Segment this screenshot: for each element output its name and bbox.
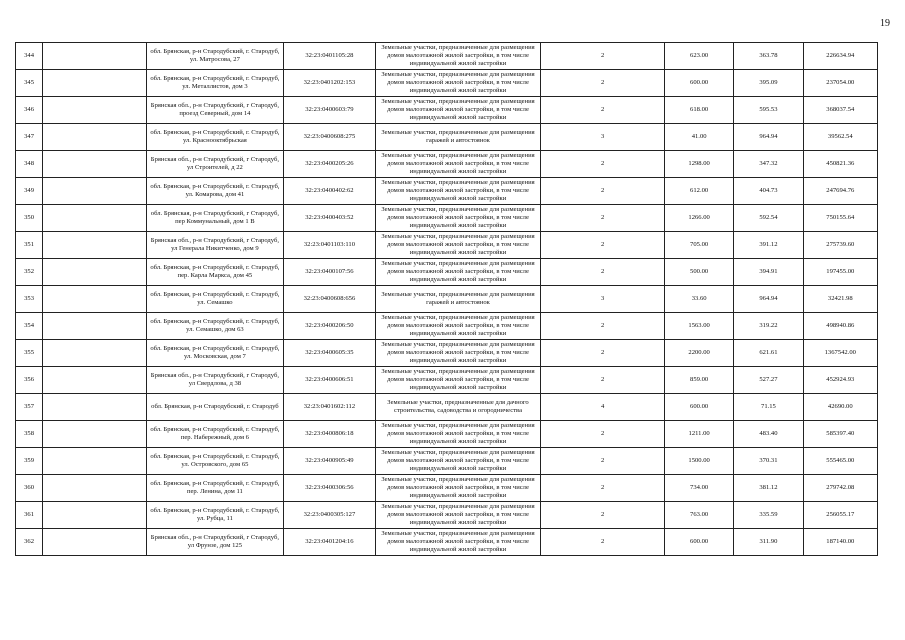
address-cell: обл. Брянская, р-н Стародубский, г. Стародуб, ул. Семашко bbox=[146, 286, 284, 313]
cadastral-value-cell: 279742.08 bbox=[803, 475, 877, 502]
table-row bbox=[16, 124, 878, 151]
cadastral-number-cell: 32:23:0400402:62 bbox=[284, 178, 375, 205]
area-cell: 1500.00 bbox=[664, 448, 733, 475]
category-cell: 2 bbox=[541, 178, 665, 205]
specific-value-cell: 964.94 bbox=[734, 124, 803, 151]
address-cell: Брянская обл., р-н Стародубский, г Стародуб, проезд Северный, дом 14 bbox=[146, 97, 284, 124]
land-plot-table bbox=[15, 42, 878, 556]
cadastral-number-cell: 32:23:0400403:52 bbox=[284, 205, 375, 232]
area-cell: 33.60 bbox=[664, 286, 733, 313]
empty-cell bbox=[43, 232, 146, 259]
cadastral-value-cell: 226634.94 bbox=[803, 43, 877, 70]
category-cell: 2 bbox=[541, 70, 665, 97]
empty-cell bbox=[43, 97, 146, 124]
area-cell: 600.00 bbox=[664, 394, 733, 421]
permitted-use-cell: Земельные участки, предназначенные для размещения домов малоэтажной жилой застройки, в том числе индивидуальной жилой застройки bbox=[375, 340, 541, 367]
address-cell: Брянская обл., р-н Стародубский, г Стародуб, ул Свердлова, д 38 bbox=[146, 367, 284, 394]
row-number: 360 bbox=[16, 475, 43, 502]
cadastral-number-cell: 32:23:0401602:112 bbox=[284, 394, 375, 421]
row-number: 359 bbox=[16, 448, 43, 475]
address-cell: обл. Брянская, р-н Стародубский, г. Стародуб bbox=[146, 394, 284, 421]
cadastral-value-cell: 368037.54 bbox=[803, 97, 877, 124]
permitted-use-cell: Земельные участки, предназначенные для размещения домов малоэтажной жилой застройки, в том числе индивидуальной жилой застройки bbox=[375, 367, 541, 394]
cadastral-number-cell: 32:23:0400603:79 bbox=[284, 97, 375, 124]
empty-cell bbox=[43, 529, 146, 556]
address-cell: обл. Брянская, р-н Стародубский, г. Стародуб, ул. Островского, дом 65 bbox=[146, 448, 284, 475]
row-number: 353 bbox=[16, 286, 43, 313]
permitted-use-cell: Земельные участки, предназначенные для размещения домов малоэтажной жилой застройки, в том числе индивидуальной жилой застройки bbox=[375, 259, 541, 286]
address-cell: обл. Брянская, р-н Стародубский, г. Стародуб, ул. Матросова, 27 bbox=[146, 43, 284, 70]
area-cell: 600.00 bbox=[664, 529, 733, 556]
row-number: 362 bbox=[16, 529, 43, 556]
cadastral-number-cell: 32:23:0401202:153 bbox=[284, 70, 375, 97]
cadastral-value-cell: 750155.64 bbox=[803, 205, 877, 232]
permitted-use-cell: Земельные участки, предназначенные для размещения домов малоэтажной жилой застройки, в том числе индивидуальной жилой застройки bbox=[375, 97, 541, 124]
cadastral-value-cell: 39562.54 bbox=[803, 124, 877, 151]
table-row bbox=[16, 475, 878, 502]
specific-value-cell: 319.22 bbox=[734, 313, 803, 340]
row-number: 344 bbox=[16, 43, 43, 70]
empty-cell bbox=[43, 259, 146, 286]
area-cell: 500.00 bbox=[664, 259, 733, 286]
cadastral-value-cell: 1367542.00 bbox=[803, 340, 877, 367]
empty-cell bbox=[43, 340, 146, 367]
table-row bbox=[16, 394, 878, 421]
empty-cell bbox=[43, 394, 146, 421]
cadastral-number-cell: 32:23:0400605:35 bbox=[284, 340, 375, 367]
table-row bbox=[16, 259, 878, 286]
empty-cell bbox=[43, 367, 146, 394]
row-number: 346 bbox=[16, 97, 43, 124]
area-cell: 2200.00 bbox=[664, 340, 733, 367]
table-row bbox=[16, 178, 878, 205]
empty-cell bbox=[43, 448, 146, 475]
specific-value-cell: 347.32 bbox=[734, 151, 803, 178]
address-cell: обл. Брянская, р-н Стародубский, г. Стародуб, пер. Карла Маркса, дом 45 bbox=[146, 259, 284, 286]
area-cell: 1298.00 bbox=[664, 151, 733, 178]
specific-value-cell: 404.73 bbox=[734, 178, 803, 205]
row-number: 357 bbox=[16, 394, 43, 421]
area-cell: 705.00 bbox=[664, 232, 733, 259]
row-number: 354 bbox=[16, 313, 43, 340]
row-number: 349 bbox=[16, 178, 43, 205]
cadastral-number-cell: 32:23:0401103:110 bbox=[284, 232, 375, 259]
address-cell: Брянская обл., р-н Стародубский, г Стародуб, ул Строителей, д 22 bbox=[146, 151, 284, 178]
category-cell: 2 bbox=[541, 448, 665, 475]
table-row bbox=[16, 232, 878, 259]
empty-cell bbox=[43, 502, 146, 529]
permitted-use-cell: Земельные участки, предназначенные для размещения домов малоэтажной жилой застройки, в том числе индивидуальной жилой застройки bbox=[375, 205, 541, 232]
address-cell: обл. Брянская, р-н Стародубский, г. Стародуб, пер. Набережный, дом 6 bbox=[146, 421, 284, 448]
specific-value-cell: 483.40 bbox=[734, 421, 803, 448]
empty-cell bbox=[43, 475, 146, 502]
address-cell: обл. Брянская, р-н Стародубский, г. Стародуб, пер. Ленина, дом 11 bbox=[146, 475, 284, 502]
address-cell: обл. Брянская, р-н Стародубский, г. Стародуб, ул. Московская, дом 7 bbox=[146, 340, 284, 367]
category-cell: 2 bbox=[541, 421, 665, 448]
category-cell: 2 bbox=[541, 475, 665, 502]
area-cell: 41.00 bbox=[664, 124, 733, 151]
row-number: 355 bbox=[16, 340, 43, 367]
permitted-use-cell: Земельные участки, предназначенные для размещения домов малоэтажной жилой застройки, в том числе индивидуальной жилой застройки bbox=[375, 232, 541, 259]
specific-value-cell: 311.90 bbox=[734, 529, 803, 556]
cadastral-number-cell: 32:23:0400306:56 bbox=[284, 475, 375, 502]
row-number: 351 bbox=[16, 232, 43, 259]
empty-cell bbox=[43, 70, 146, 97]
row-number: 356 bbox=[16, 367, 43, 394]
address-cell: обл. Брянская, р-н Стародубский, г Стародуб, пер Коммунальный, дом 1 В bbox=[146, 205, 284, 232]
area-cell: 1266.00 bbox=[664, 205, 733, 232]
table-row bbox=[16, 286, 878, 313]
empty-cell bbox=[43, 421, 146, 448]
permitted-use-cell: Земельные участки, предназначенные для размещения домов малоэтажной жилой застройки, в том числе индивидуальной жилой застройки bbox=[375, 43, 541, 70]
specific-value-cell: 527.27 bbox=[734, 367, 803, 394]
specific-value-cell: 621.61 bbox=[734, 340, 803, 367]
cadastral-number-cell: 32:23:0400205:26 bbox=[284, 151, 375, 178]
category-cell: 2 bbox=[541, 151, 665, 178]
table-row bbox=[16, 97, 878, 124]
row-number: 345 bbox=[16, 70, 43, 97]
area-cell: 734.00 bbox=[664, 475, 733, 502]
row-number: 350 bbox=[16, 205, 43, 232]
cadastral-value-cell: 555465.00 bbox=[803, 448, 877, 475]
empty-cell bbox=[43, 43, 146, 70]
category-cell: 2 bbox=[541, 313, 665, 340]
area-cell: 763.00 bbox=[664, 502, 733, 529]
specific-value-cell: 370.31 bbox=[734, 448, 803, 475]
permitted-use-cell: Земельные участки, предназначенные для размещения домов малоэтажной жилой застройки, в том числе индивидуальной жилой застройки bbox=[375, 151, 541, 178]
permitted-use-cell: Земельные участки, предназначенные для размещения домов малоэтажной жилой застройки, в том числе индивидуальной жилой застройки bbox=[375, 178, 541, 205]
cadastral-number-cell: 32:23:0401105:28 bbox=[284, 43, 375, 70]
address-cell: обл. Брянская, р-н Стародубский, г. Стародуб, ул. Комарова, дом 41 bbox=[146, 178, 284, 205]
address-cell: обл. Брянская, р-н Стародубский, г. Стародуб, ул. Металлистов, дом 3 bbox=[146, 70, 284, 97]
permitted-use-cell: Земельные участки, предназначенные для размещения гаражей и автостоянок bbox=[375, 286, 541, 313]
category-cell: 2 bbox=[541, 502, 665, 529]
cadastral-value-cell: 256055.17 bbox=[803, 502, 877, 529]
cadastral-number-cell: 32:23:0400608:656 bbox=[284, 286, 375, 313]
cadastral-number-cell: 32:23:0400905:49 bbox=[284, 448, 375, 475]
area-cell: 1211.00 bbox=[664, 421, 733, 448]
permitted-use-cell: Земельные участки, предназначенные для размещения домов малоэтажной жилой застройки, в том числе индивидуальной жилой застройки bbox=[375, 313, 541, 340]
category-cell: 2 bbox=[541, 259, 665, 286]
empty-cell bbox=[43, 124, 146, 151]
address-cell: обл. Брянская, р-н Стародубский, г. Стародуб, ул. Краснооктябрьская bbox=[146, 124, 284, 151]
empty-cell bbox=[43, 151, 146, 178]
specific-value-cell: 71.15 bbox=[734, 394, 803, 421]
table-row bbox=[16, 313, 878, 340]
permitted-use-cell: Земельные участки, предназначенные для размещения гаражей и автостоянок bbox=[375, 124, 541, 151]
permitted-use-cell: Земельные участки, предназначенные для размещения домов малоэтажной жилой застройки, в том числе индивидуальной жилой застройки bbox=[375, 475, 541, 502]
row-number: 361 bbox=[16, 502, 43, 529]
cadastral-number-cell: 32:23:0400806:18 bbox=[284, 421, 375, 448]
table-row bbox=[16, 205, 878, 232]
area-cell: 859.00 bbox=[664, 367, 733, 394]
empty-cell bbox=[43, 313, 146, 340]
address-cell: Брянская обл., р-н Стародубский, г Стародуб, ул Генерала Никитченко, дом 9 bbox=[146, 232, 284, 259]
cadastral-number-cell: 32:23:0400606:51 bbox=[284, 367, 375, 394]
area-cell: 600.00 bbox=[664, 70, 733, 97]
permitted-use-cell: Земельные участки, предназначенные для размещения домов малоэтажной жилой застройки, в том числе индивидуальной жилой застройки bbox=[375, 529, 541, 556]
table-row bbox=[16, 529, 878, 556]
category-cell: 4 bbox=[541, 394, 665, 421]
permitted-use-cell: Земельные участки, предназначенные для размещения домов малоэтажной жилой застройки, в том числе индивидуальной жилой застройки bbox=[375, 448, 541, 475]
table-row bbox=[16, 421, 878, 448]
table-row bbox=[16, 502, 878, 529]
specific-value-cell: 394.91 bbox=[734, 259, 803, 286]
permitted-use-cell: Земельные участки, предназначенные для размещения домов малоэтажной жилой застройки, в том числе индивидуальной жилой застройки bbox=[375, 421, 541, 448]
category-cell: 2 bbox=[541, 43, 665, 70]
specific-value-cell: 395.09 bbox=[734, 70, 803, 97]
cadastral-value-cell: 247694.76 bbox=[803, 178, 877, 205]
table-row bbox=[16, 70, 878, 97]
category-cell: 2 bbox=[541, 529, 665, 556]
specific-value-cell: 964.94 bbox=[734, 286, 803, 313]
cadastral-value-cell: 32421.98 bbox=[803, 286, 877, 313]
address-cell: Брянская обл., р-н Стародубский, г Стародуб, ул Фрунзе, дом 125 bbox=[146, 529, 284, 556]
category-cell: 2 bbox=[541, 367, 665, 394]
address-cell: обл. Брянская, р-н Стародубский, г. Стародуб, ул. Рубца, 11 bbox=[146, 502, 284, 529]
empty-cell bbox=[43, 178, 146, 205]
cadastral-value-cell: 498940.86 bbox=[803, 313, 877, 340]
cadastral-value-cell: 237054.00 bbox=[803, 70, 877, 97]
row-number: 352 bbox=[16, 259, 43, 286]
cadastral-number-cell: 32:23:0400107:56 bbox=[284, 259, 375, 286]
cadastral-number-cell: 32:23:0400206:50 bbox=[284, 313, 375, 340]
table-row bbox=[16, 151, 878, 178]
category-cell: 3 bbox=[541, 124, 665, 151]
category-cell: 2 bbox=[541, 340, 665, 367]
empty-cell bbox=[43, 205, 146, 232]
cadastral-value-cell: 275739.60 bbox=[803, 232, 877, 259]
table-row bbox=[16, 43, 878, 70]
specific-value-cell: 391.12 bbox=[734, 232, 803, 259]
cadastral-value-cell: 197455.00 bbox=[803, 259, 877, 286]
permitted-use-cell: Земельные участки, предназначенные для дачного строительства, садоводства и огородничества bbox=[375, 394, 541, 421]
specific-value-cell: 595.53 bbox=[734, 97, 803, 124]
category-cell: 2 bbox=[541, 232, 665, 259]
table-body bbox=[16, 43, 878, 556]
permitted-use-cell: Земельные участки, предназначенные для размещения домов малоэтажной жилой застройки, в том числе индивидуальной жилой застройки bbox=[375, 70, 541, 97]
page-number: 19 bbox=[880, 18, 890, 29]
specific-value-cell: 335.59 bbox=[734, 502, 803, 529]
specific-value-cell: 381.12 bbox=[734, 475, 803, 502]
cadastral-number-cell: 32:23:0400608:275 bbox=[284, 124, 375, 151]
table-row bbox=[16, 448, 878, 475]
cadastral-value-cell: 42690.00 bbox=[803, 394, 877, 421]
address-cell: обл. Брянская, р-н Стародубский, г. Стародуб, ул. Семашко, дом 63 bbox=[146, 313, 284, 340]
table-row bbox=[16, 367, 878, 394]
specific-value-cell: 592.54 bbox=[734, 205, 803, 232]
row-number: 358 bbox=[16, 421, 43, 448]
table-row bbox=[16, 340, 878, 367]
permitted-use-cell: Земельные участки, предназначенные для размещения домов малоэтажной жилой застройки, в том числе индивидуальной жилой застройки bbox=[375, 502, 541, 529]
area-cell: 623.00 bbox=[664, 43, 733, 70]
empty-cell bbox=[43, 286, 146, 313]
cadastral-value-cell: 450821.36 bbox=[803, 151, 877, 178]
area-cell: 1563.00 bbox=[664, 313, 733, 340]
cadastral-number-cell: 32:23:0400305:127 bbox=[284, 502, 375, 529]
category-cell: 2 bbox=[541, 205, 665, 232]
category-cell: 2 bbox=[541, 97, 665, 124]
cadastral-value-cell: 187140.00 bbox=[803, 529, 877, 556]
specific-value-cell: 363.78 bbox=[734, 43, 803, 70]
row-number: 347 bbox=[16, 124, 43, 151]
cadastral-value-cell: 585397.40 bbox=[803, 421, 877, 448]
cadastral-number-cell: 32:23:0401204:16 bbox=[284, 529, 375, 556]
cadastral-value-cell: 452924.93 bbox=[803, 367, 877, 394]
area-cell: 612.00 bbox=[664, 178, 733, 205]
area-cell: 618.00 bbox=[664, 97, 733, 124]
row-number: 348 bbox=[16, 151, 43, 178]
category-cell: 3 bbox=[541, 286, 665, 313]
